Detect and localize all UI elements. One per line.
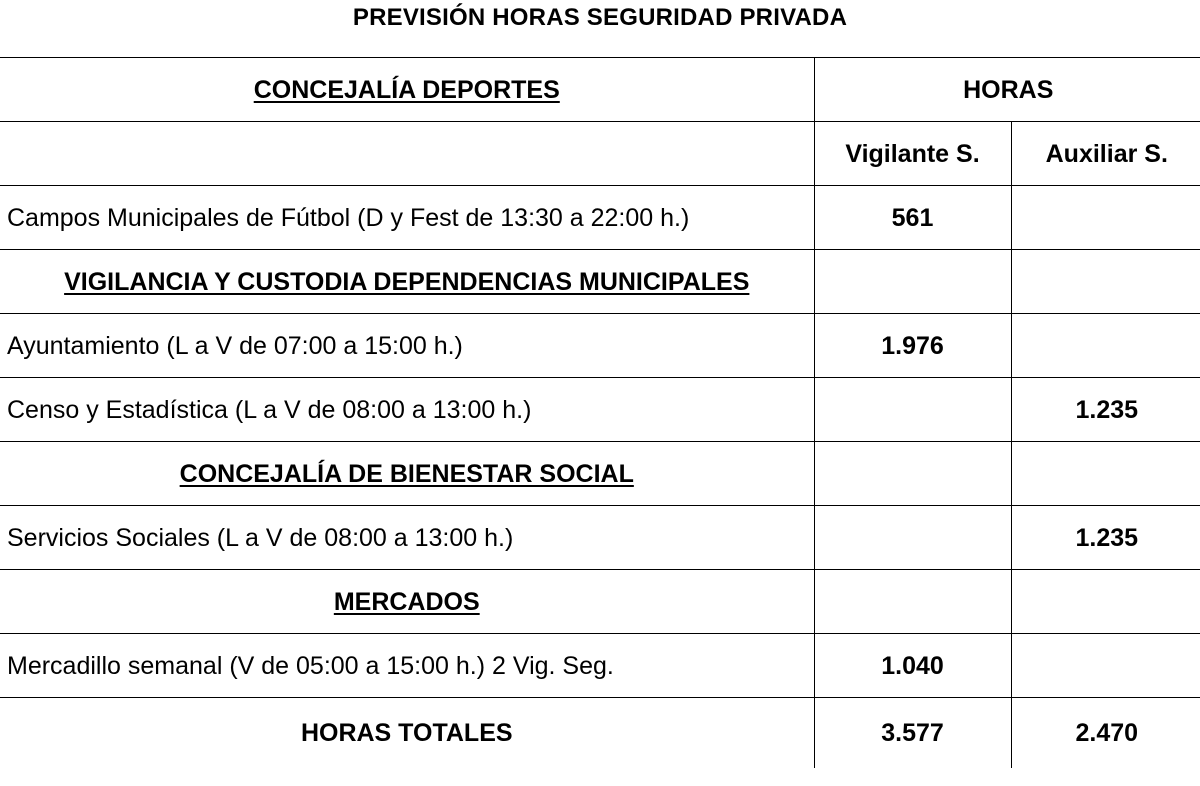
auxiliar-hours [1011,634,1200,698]
section-cell [0,250,814,314]
header-cell-section [0,58,814,122]
auxiliar-hours [1011,250,1200,314]
table-row [0,314,1200,378]
section-cell [0,570,814,634]
header-cell-hours: HORAS [814,58,1200,122]
table-row [0,186,1200,250]
vigilante-hours [814,442,1011,506]
row-label: Campos Municipales de Fútbol (D y Fest de 13:30 a 22:00 h.) [0,186,814,250]
table-row [0,634,1200,698]
row-label: Mercadillo semanal (V de 05:00 a 15:00 h.) 2 Vig. Seg. [0,634,814,698]
section-heading-mercados: MERCADOS [333,587,480,616]
vigilante-hours: 561 [814,186,1011,250]
section-heading-deportes: CONCEJALÍA DEPORTES [253,75,560,104]
column-header-auxiliar: Auxiliar S. [1011,122,1200,186]
totals-row [0,698,1200,769]
section-heading-vigilancia: VIGILANCIA Y CUSTODIA DEPENDENCIAS MUNICIPALES [64,267,750,296]
row-label: Servicios Sociales (L a V de 08:00 a 13:00 h.) [0,506,814,570]
table-row [0,506,1200,570]
table-row-section [0,250,1200,314]
auxiliar-hours: 1.235 [1011,378,1200,442]
vigilante-hours [814,378,1011,442]
table-row [0,378,1200,442]
hours-table [0,57,1200,768]
section-heading-bienestar: CONCEJALÍA DE BIENESTAR SOCIAL [179,459,634,488]
auxiliar-hours [1011,442,1200,506]
vigilante-hours: 1.976 [814,314,1011,378]
total-auxiliar-hours: 2.470 [1011,698,1200,769]
table-row-section [0,570,1200,634]
auxiliar-hours [1011,570,1200,634]
document-title: PREVISIÓN HORAS SEGURIDAD PRIVADA [352,4,848,31]
total-vigilante-hours: 3.577 [814,698,1011,769]
vigilante-hours [814,506,1011,570]
table-header-row [0,58,1200,122]
vigilante-hours: 1.040 [814,634,1011,698]
subheader-empty-cell [0,122,814,186]
totals-label: HORAS TOTALES [0,698,814,769]
row-label: Ayuntamiento (L a V de 07:00 a 15:00 h.) [0,314,814,378]
auxiliar-hours: 1.235 [1011,506,1200,570]
auxiliar-hours [1011,314,1200,378]
table-row-section [0,442,1200,506]
column-header-vigilante: Vigilante S. [814,122,1011,186]
auxiliar-hours [1011,186,1200,250]
vigilante-hours [814,250,1011,314]
row-label: Censo y Estadística (L a V de 08:00 a 13:00 h.) [0,378,814,442]
vigilante-hours [814,570,1011,634]
table-subheader-row [0,122,1200,186]
section-cell [0,442,814,506]
